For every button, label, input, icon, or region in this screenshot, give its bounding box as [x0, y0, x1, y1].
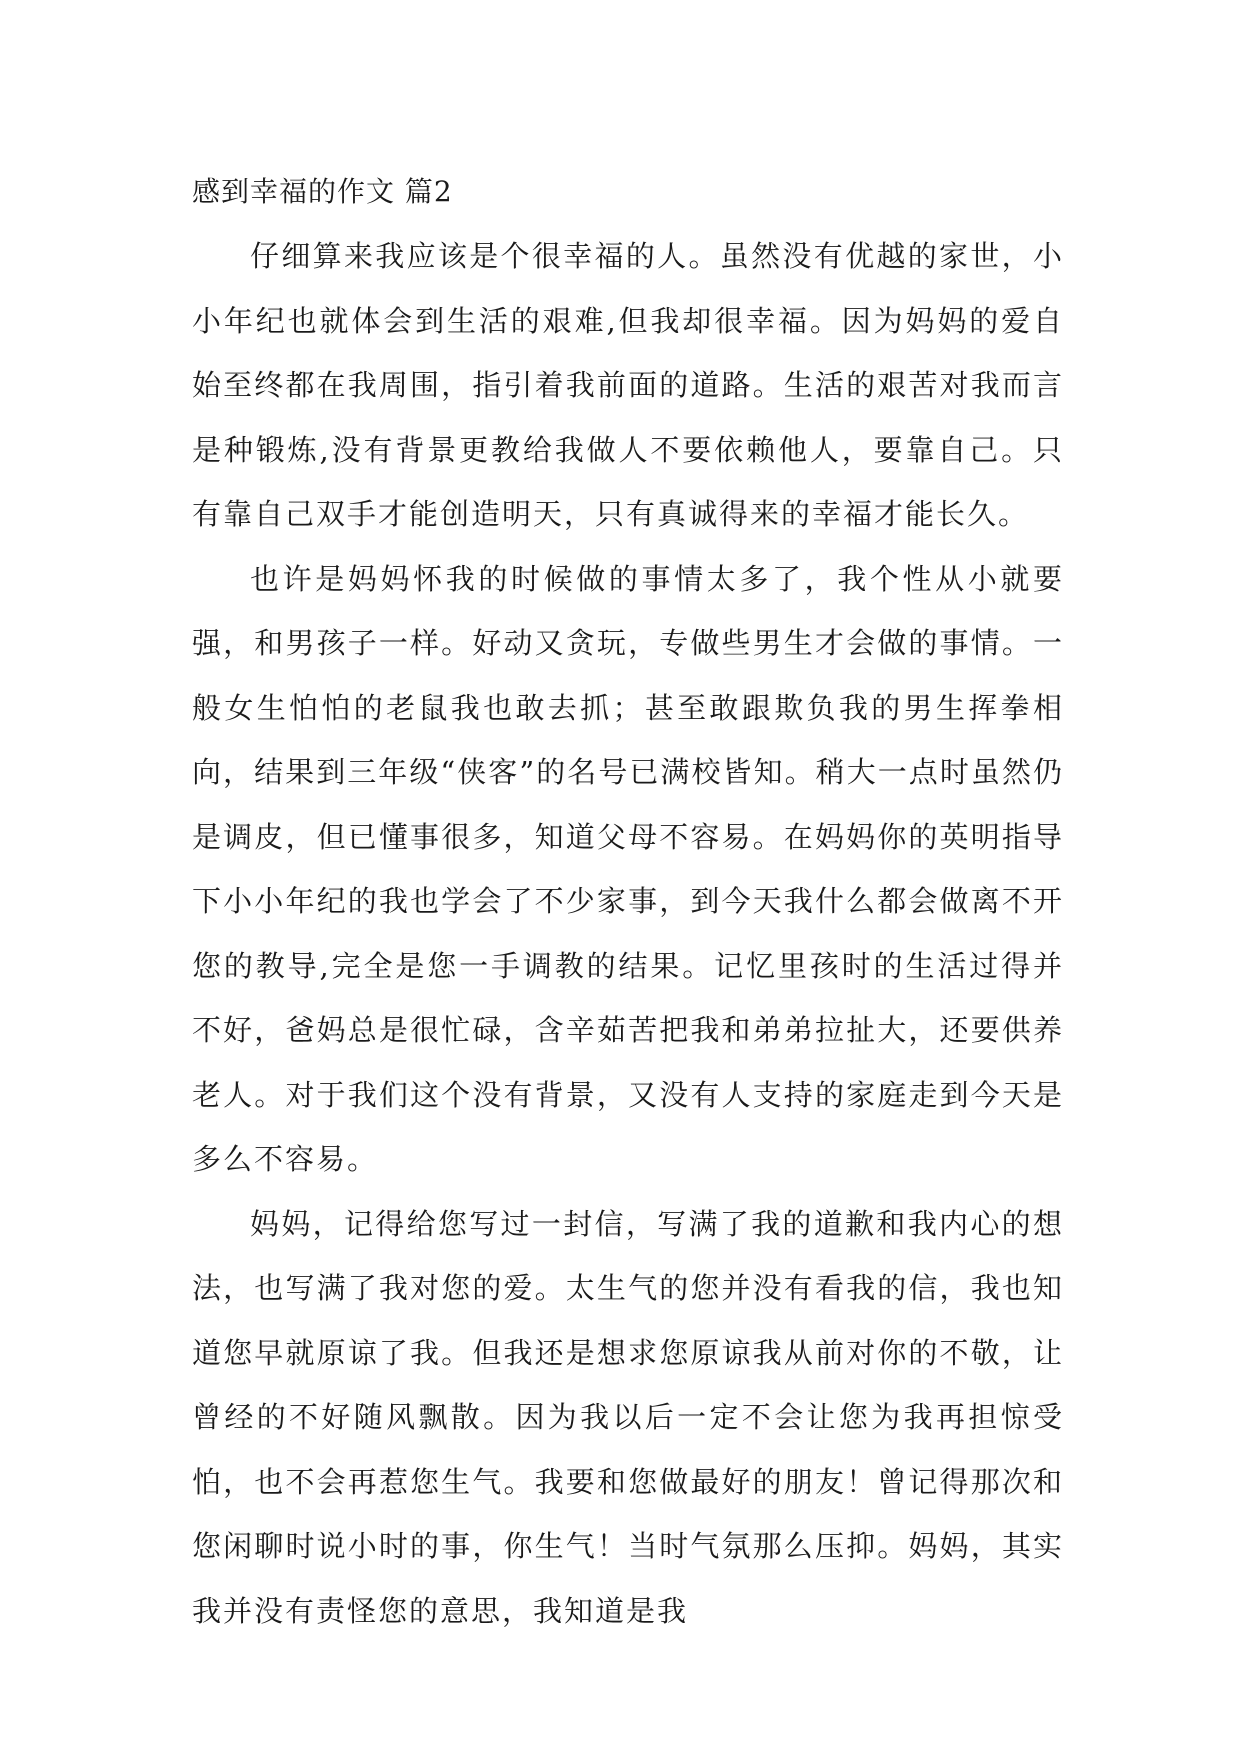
essay-title: 感到幸福的作文 篇2 — [192, 175, 453, 208]
paragraph-1: 仔细算来我应该是个很幸福的人。虽然没有优越的家世，小小年纪也就体会到生活的艰难,但我却很幸福。因为妈妈的爱自始至终都在我周围，指引着我前面的道路。生活的艰苦对我而言是种锻炼,没有背景更教给我做人不要依赖他人，要靠自己。只有靠自己双手才能创造明天，只有真诚得来的幸福才能长久。 — [192, 239, 1064, 531]
paragraph-2: 也许是妈妈怀我的时候做的事情太多了，我个性从小就要强，和男孩子一样。好动又贪玩，专做些男生才会做的事情。一般女生怕怕的老鼠我也敢去抓；甚至敢跟欺负我的男生挥拳相向，结果到三年级“侠客”的名号已满校皆知。稍大一点时虽然仍是调皮，但已懂事很多，知道父母不容易。在妈妈你的英明指导下小小年纪的我也学会了不少家事，到今天我什么都会做离不开您的教导,完全是您一手调教的结果。记忆里孩时的生活过得并不好，爸妈总是很忙碌，含辛茹苦把我和弟弟拉扯大，还要供养老人。对于我们这个没有背景，又没有人支持的家庭走到今天是多么不容易。 — [192, 561, 1064, 1176]
paragraph-3: 妈妈，记得给您写过一封信，写满了我的道歉和我内心的想法，也写满了我对您的爱。太生气的您并没有看我的信，我也知道您早就原谅了我。但我还是想求您原谅我从前对你的不敬，让曾经的不好随风飘散。因为我以后一定不会让您为我再担惊受怕，也不会再惹您生气。我要和您做最好的朋友！曾记得那次和您闲聊时说小时的事，你生气！当时气氛那么压抑。妈妈，其实我并没有责怪您的意思，我知道是我 — [192, 1206, 1064, 1628]
document-body — [192, 160, 1064, 1643]
